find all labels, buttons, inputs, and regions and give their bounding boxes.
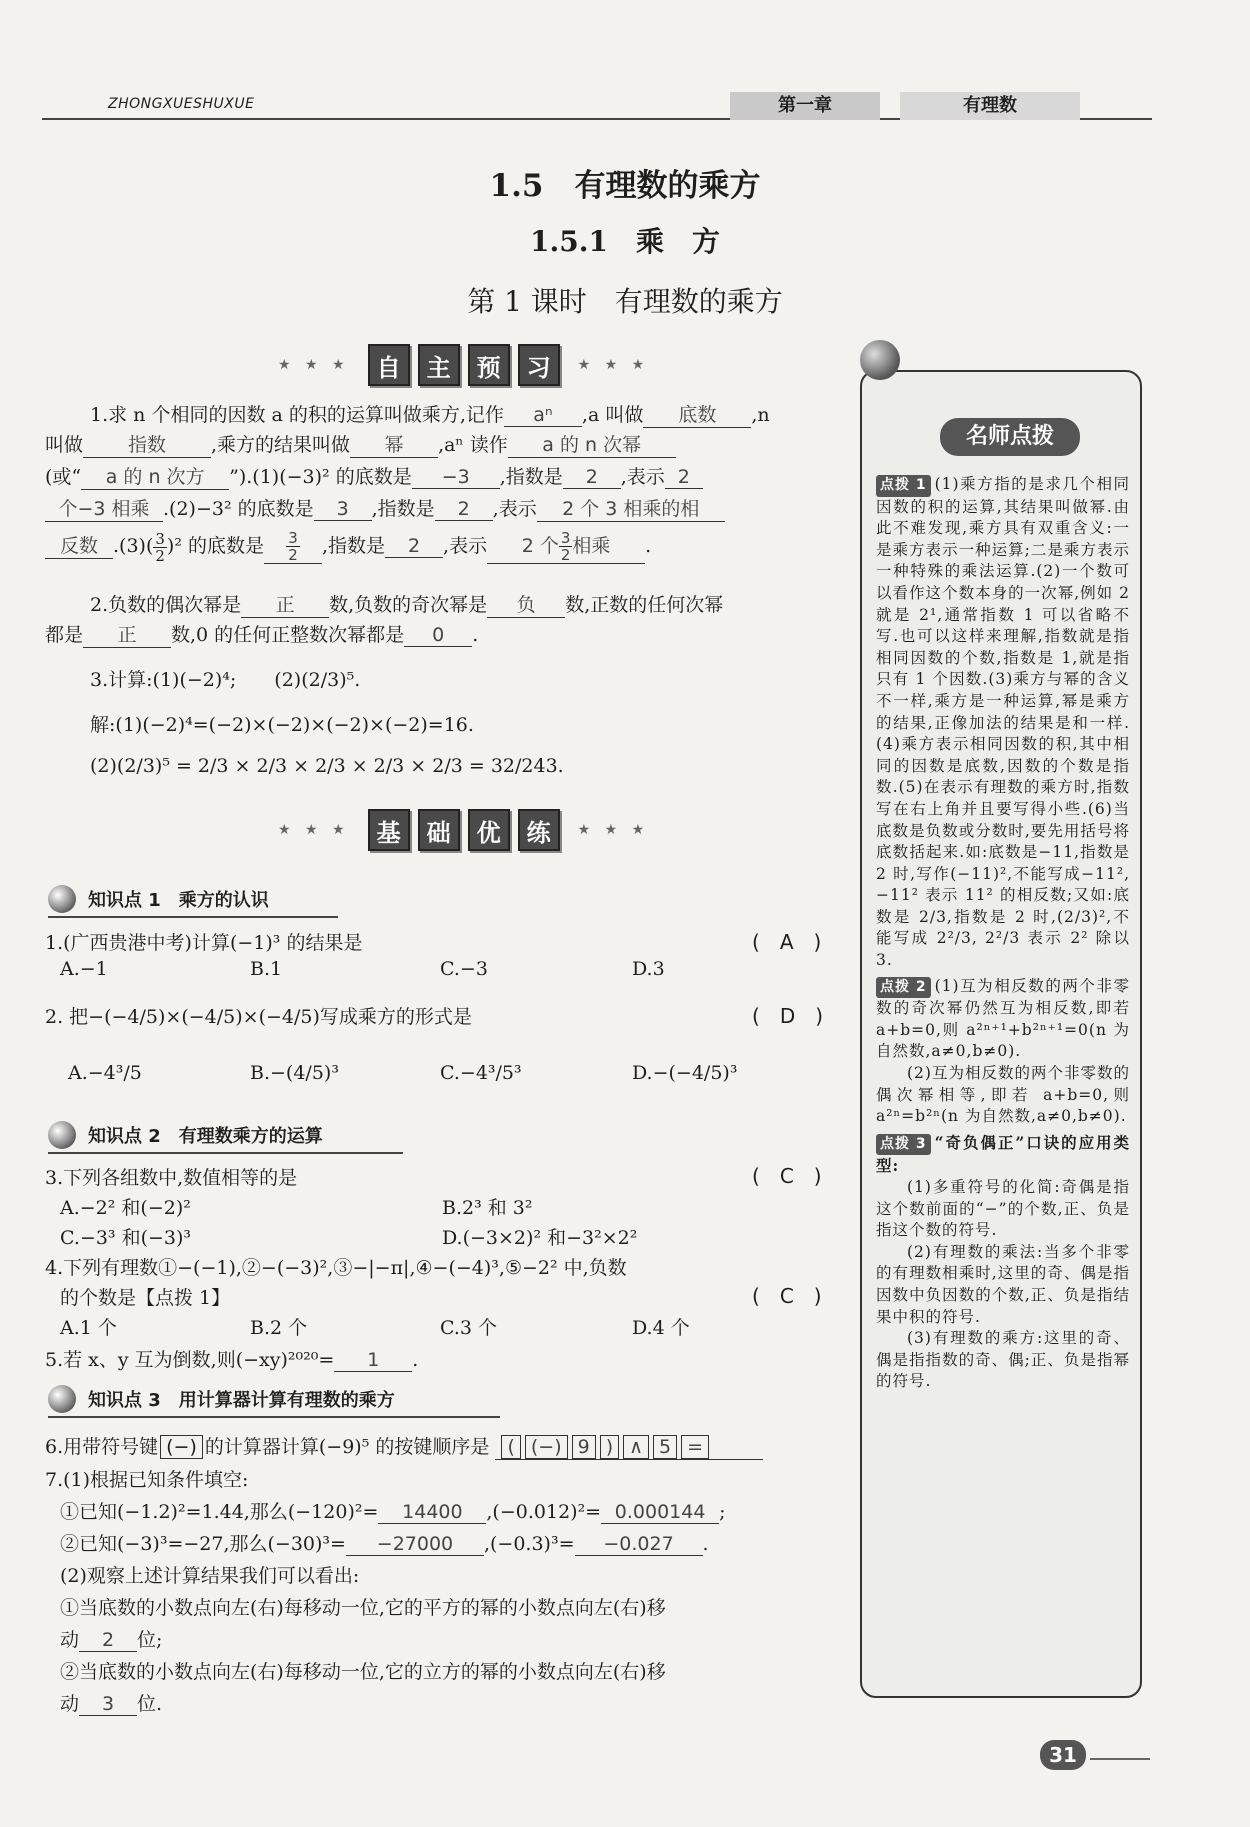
exercise-1-answer: ( A ): [752, 930, 822, 954]
banner-char: 础: [418, 809, 460, 851]
tip-1: 点拨 1 (1)乘方指的是求几个相同因数的积的运算,其结果叫做幂.由此不难发现,乘方具有双重含义:一是乘方表示一种运算;二是乘方表示一种特殊的乘法运算.(2)一个数可以看作这个数本身的一次幂,例如 2 就是 2¹,通常指数 1 可以省略不写.也可以这样来理解,指数就是指相同因数的个数,指数是 1,就是指只有 1 个因数.(3)乘方与幂的含义不一样,乘方是一种运算,幂是乘方的结果,正像加法的结果是和一样.(4)乘方表示相同因数的积,其中相同的因数是底数,因数的个数是指数.(5)在表示有理数的乘方时,指数写在右上角并且要写得小些.(6)当底数是负数或分数时,要先用括号将底数括起来.如:底数是−11,指数是 2 时,写作(−11)²,不能写成−11²,−11² 表示 11² 的相反数;又如:底数是 2/3,指数是 2 时,(2/3)²,不能写成 2²/3, 2²/3 表示 2² 除以 3.: [876, 475, 1130, 970]
option: A.−1: [60, 958, 108, 980]
preview-q1-line3: (或“ a 的 n 次方 ”).(1)(−3)² 的底数是 −3 ,指数是 2 ,表示 2: [45, 462, 703, 490]
knowledge-point-2: 知识点 2 有理数乘方的运算: [48, 1118, 403, 1154]
exercise-3: 3.下列各组数中,数值相等的是: [45, 1167, 298, 1189]
exercise-7-part1b: ②已知(−3)³=−27,那么(−30)³= −27000 ,(−0.3)³= −0.027 .: [60, 1533, 709, 1555]
exercise-4-line2: 的个数是【点拨 1】: [60, 1287, 231, 1309]
header-chapter: 第一章: [730, 92, 880, 120]
tip-tag: 点拨 3: [876, 1134, 931, 1156]
exercise-7-part1a: ①已知(−1.2)²=1.44,那么(−120)²= 14400 ,(−0.012)²= 0.000144 ;: [60, 1501, 726, 1523]
exercise-3-answer: ( C ): [752, 1164, 822, 1188]
tip-3c: (3)有理数的乘方:这里的奇、偶是指指数的奇、偶;正、负是指幂的符号.: [876, 1329, 1130, 1391]
subsection-title: 1.5.1 乘 方: [530, 225, 720, 258]
banner-char: 预: [468, 344, 510, 386]
banner-preview: ★ ★ ★ 自 主 预 习 ★ ★ ★: [268, 345, 659, 385]
banner-char: 基: [368, 809, 410, 851]
exercise-7-obs1: ①当底数的小数点向左(右)每移动一位,它的平方的幂的小数点向左(右)移: [60, 1597, 666, 1619]
header-topic: 有理数: [900, 92, 1080, 120]
preview-solution-1: 解:(1)(−2)⁴=(−2)×(−2)×(−2)×(−2)=16.: [90, 714, 474, 736]
bullet-icon: [48, 1121, 76, 1149]
section-title: 1.5 有理数的乘方: [489, 168, 761, 204]
exercise-2: 2. 把−(−4/5)×(−4/5)×(−4/5)写成乘方的形式是: [45, 1006, 472, 1028]
tip-tag: 点拨 2: [876, 977, 931, 999]
exercise-2-answer: ( D ): [752, 1004, 824, 1028]
exercise-7-obs2-answer: 动 3 位.: [60, 1693, 163, 1715]
banner-practice: ★ ★ ★ 基 础 优 练 ★ ★ ★: [268, 810, 659, 850]
bullet-icon: [48, 885, 76, 913]
tip-3a: (1)多重符号的化简:奇偶是指这个数前面的“−”的个数,正、负是指这个数的符号.: [876, 1178, 1130, 1240]
exercise-4-line1: 4.下列有理数①−(−1),②−(−3)²,③−|−π|,④−(−4)³,⑤−2² 中,负数: [45, 1257, 627, 1279]
page-number: 31: [1040, 1740, 1086, 1770]
exercise-5: 5.若 x、y 互为倒数,则(−xy)²⁰²⁰= 1 .: [45, 1349, 419, 1371]
lesson-title: 第 1 课时 有理数的乘方: [467, 285, 783, 318]
option: A.1 个: [60, 1317, 117, 1339]
option: C.3 个: [440, 1317, 498, 1339]
option: D.(−3×2)² 和−3²×2²: [442, 1227, 638, 1249]
option: D.4 个: [632, 1317, 690, 1339]
teacher-tips-sidebar: [860, 370, 1142, 1698]
preview-q3: 3.计算:(1)(−2)⁴; (2)(2/3)⁵.: [90, 669, 361, 691]
option: B.2 个: [250, 1317, 308, 1339]
tip-3b: (2)有理数的乘法:当多个非零的有理数相乘时,这里的奇、偶是指因数中负因数的个数,正、负是指结果中积的符号.: [876, 1242, 1130, 1326]
tip-2b: (2)互为相反数的两个非零数的偶次幂相等,即若 a+b=0,则 a²ⁿ=b²ⁿ(n 为自然数,a≠0,b≠0).: [876, 1064, 1130, 1126]
option: B.−(4/5)³: [250, 1062, 339, 1084]
preview-q2-line2: 都是 正 数,0 的任何正整数次幂都是 0 .: [45, 620, 478, 648]
option: B.1: [250, 958, 283, 980]
header-running-title: ZHONGXUESHUXUE: [108, 96, 255, 112]
preview-q1-line1: 1.求 n 个相同的因数 a 的积的运算叫做乘方,记作 aⁿ ,a 叫做 底数 ,n: [90, 400, 770, 428]
exercise-7: 7.(1)根据已知条件填空:: [45, 1469, 249, 1491]
option: C.−3: [440, 958, 488, 980]
bullet-icon: [48, 1385, 76, 1413]
option: B.2³ 和 3²: [442, 1197, 533, 1219]
option: C.−3³ 和(−3)³: [60, 1227, 192, 1249]
option: D.−(−4/5)³: [632, 1062, 738, 1084]
banner-char: 优: [468, 809, 510, 851]
pushpin-icon: [860, 340, 900, 380]
option: A.−2² 和(−2)²: [60, 1197, 191, 1219]
banner-char: 练: [518, 809, 560, 851]
knowledge-point-3: 知识点 3 用计算器计算有理数的乘方: [48, 1382, 500, 1418]
tip-2: 点拨 2 (1)互为相反数的两个非零数的奇次幂仍然互为相反数,即若 a+b=0,则 a²ⁿ⁺¹+b²ⁿ⁺¹=0(n 为自然数,a≠0,b≠0).: [876, 976, 1130, 1061]
banner-char: 习: [518, 344, 560, 386]
exercise-7-part2: (2)观察上述计算结果我们可以看出:: [60, 1565, 360, 1587]
tip-tag: 点拨 1: [876, 475, 931, 497]
preview-q1-line5: 反数 .(3)( $\frac{3}{2}$ )² 的底数是 $\frac{3}{2}$ ,指数是 2 ,表示 2 个 $\frac{3}{2}$ 相乘 .: [45, 530, 651, 564]
preview-q1-line4: 个−3 相乘 .(2)−3² 的底数是 3 ,指数是 2 ,表示 2 个 3 相乘的相: [45, 494, 725, 522]
exercise-7-obs1-answer: 动 2 位;: [60, 1629, 163, 1651]
preview-q2-line1: 2.负数的偶次幂是 正 数,负数的奇次幂是 负 数,正数的任何次幂: [90, 590, 723, 618]
option: D.3: [632, 958, 665, 980]
preview-q1-line2: 叫做 指数 ,乘方的结果叫做 幂 ,aⁿ 读作 a 的 n 次幂: [45, 430, 676, 458]
exercise-1: 1.(广西贵港中考)计算(−1)³ 的结果是: [45, 932, 363, 954]
knowledge-point-1: 知识点 1 乘方的认识: [48, 882, 338, 918]
exercise-6: 6.用带符号键 (−) 的计算器计算(−9)⁵ 的按键顺序是 ( (−) 9 ) ∧ 5 =: [45, 1432, 763, 1460]
sidebar-title: 名师点拨: [940, 418, 1080, 456]
option: A.−4³/5: [68, 1062, 142, 1084]
exercise-4-answer: ( C ): [752, 1284, 822, 1308]
preview-solution-2: (2)(2/3)⁵ = 2/3 × 2/3 × 2/3 × 2/3 × 2/3 = 32/243.: [90, 755, 564, 777]
exercise-7-obs2: ②当底数的小数点向左(右)每移动一位,它的立方的幂的小数点向左(右)移: [60, 1661, 666, 1683]
page-number-rule: [1090, 1758, 1150, 1760]
banner-char: 主: [418, 344, 460, 386]
tip-3: 点拨 3 “奇负偶正”口诀的应用类型:: [876, 1132, 1130, 1176]
option: C.−4³/5³: [440, 1062, 522, 1084]
banner-char: 自: [368, 344, 410, 386]
key-negative: (−): [160, 1435, 203, 1459]
